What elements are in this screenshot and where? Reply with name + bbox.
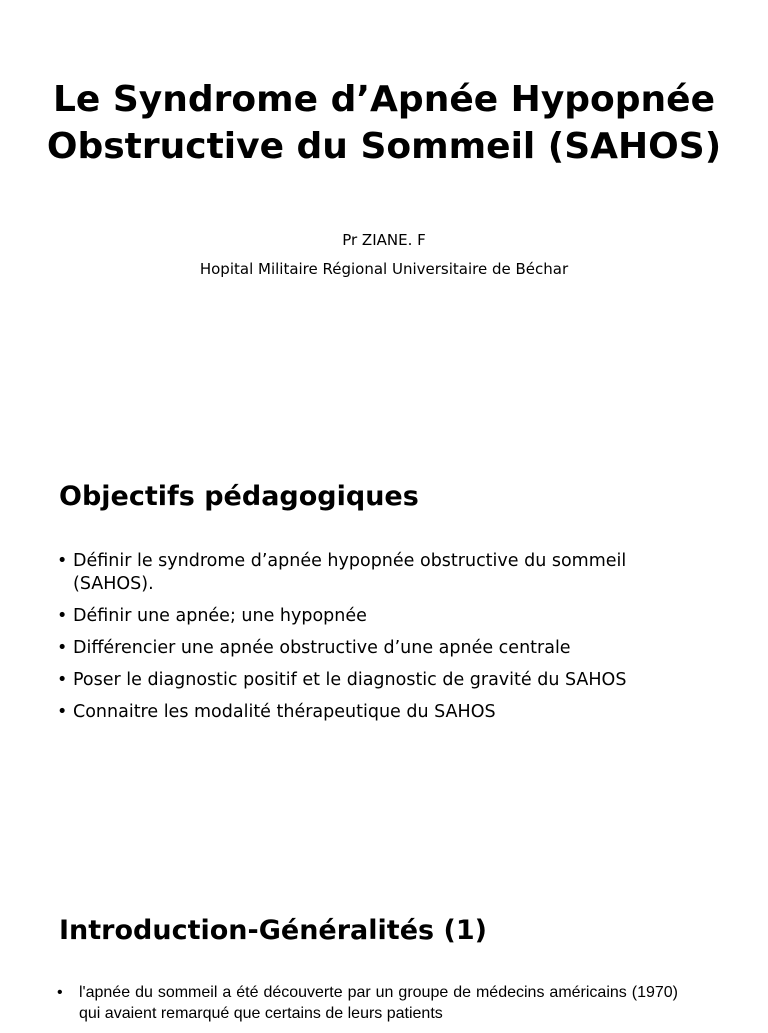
objectives-slide <box>0 432 768 864</box>
objectives-heading: Objectifs pédagogiques <box>59 481 419 512</box>
list-item <box>57 605 697 628</box>
bullet-icon: • <box>57 638 68 658</box>
objective-text: Connaitre les modalité thérapeutique du SAHOS <box>73 702 496 722</box>
introduction-list <box>57 982 678 1033</box>
presentation-title: Le Syndrome d’Apnée Hypopnée Obstructive du Sommeil (SAHOS) <box>46 79 722 167</box>
author-name: Pr ZIANE. F <box>342 231 426 249</box>
list-item <box>57 669 697 692</box>
list-item <box>57 701 697 724</box>
objective-text: Définir le syndrome d’apnée hypopnée obstructive du sommeil (SAHOS). <box>73 551 627 594</box>
introduction-slide <box>0 864 768 1024</box>
bullet-icon: • <box>57 551 68 571</box>
list-item <box>57 982 678 1024</box>
institution-name: Hopital Militaire Régional Universitaire de Béchar <box>199 260 569 278</box>
bullet-icon: • <box>57 984 63 1001</box>
list-item <box>57 637 697 660</box>
bullet-icon: • <box>57 670 68 690</box>
list-item <box>57 550 697 596</box>
objective-text: Différencier une apnée obstructive d’une apnée centrale <box>73 638 571 658</box>
title-slide <box>0 0 768 432</box>
objectives-list <box>57 550 697 733</box>
bullet-icon: • <box>57 606 68 626</box>
introduction-text: l'apnée du sommeil a été découverte par un groupe de médecins américains (1970) qui avaient remarqué que certains de leurs patients <box>79 984 678 1022</box>
objective-text: Définir une apnée; une hypopnée <box>73 606 367 626</box>
objective-text: Poser le diagnostic positif et le diagnostic de gravité du SAHOS <box>73 670 627 690</box>
bullet-icon: • <box>57 702 68 722</box>
introduction-heading: Introduction-Généralités (1) <box>59 915 487 946</box>
